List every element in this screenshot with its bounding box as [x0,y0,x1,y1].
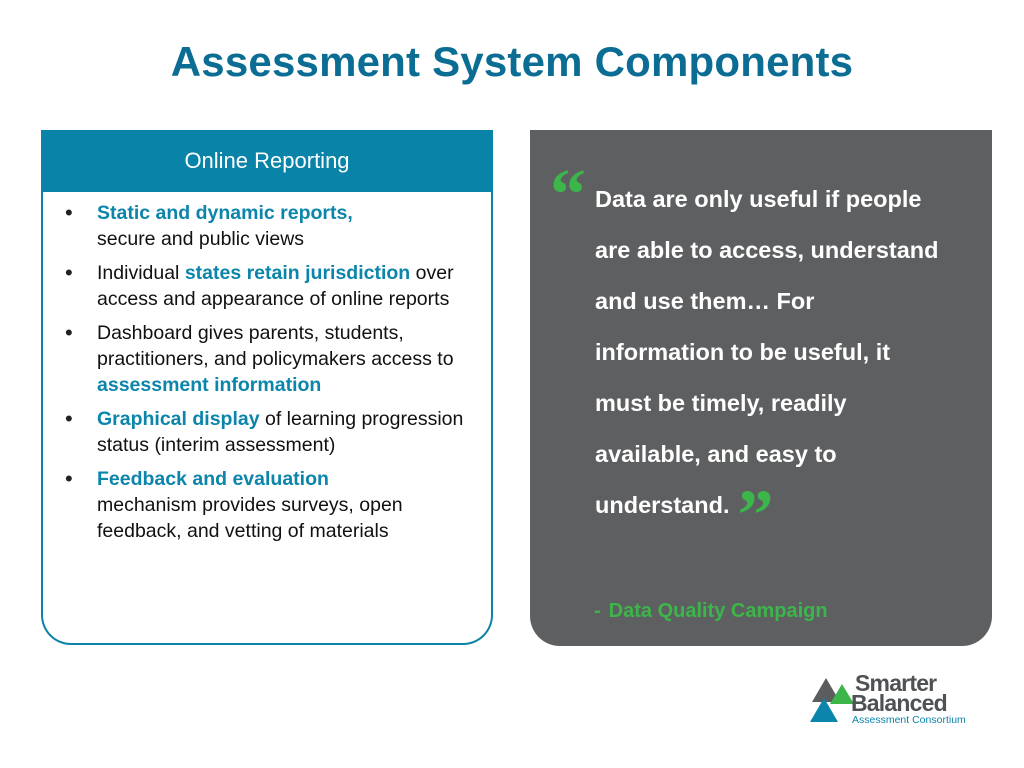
bullet-text: mechanism provides surveys, open feedback, and vetting of materials [97,494,403,542]
bullet-text: secure and public views [97,228,305,250]
attribution-dash: - [594,600,601,622]
bullet-highlight: Static and dynamic reports, [97,202,353,224]
logo-text-balanced: Balanced [851,690,947,716]
list-item [65,260,481,312]
logo-text-smarter: Smarter [855,670,937,696]
bullet-list [43,192,491,544]
bullet-text: over access and appearance of online reports [97,262,454,310]
bullet-text: of learning progression status (interim assessment) [97,408,464,456]
list-item [65,466,481,544]
smarter-balanced-logo [808,670,983,730]
bullet-highlight: Graphical display [97,408,260,430]
bullet-highlight: Feedback and evaluation [97,468,329,490]
quote-panel [530,130,992,646]
quote-attribution [594,600,828,623]
list-item [65,320,481,398]
quote-block: Data are only useful if people are able to access, understand and use them… For information to be useful, it must be timely, readily available, and easy to understand. ” [595,186,939,555]
bullet-icon: • [65,320,73,345]
bullet-icon: • [65,466,73,491]
quote-text: Data are only useful if people are able to access, understand and use them… For information to be useful, it must be timely, readily available, and easy to understand. [595,186,939,518]
attribution-source: Data Quality Campaign [608,600,828,622]
list-item [65,200,481,252]
bullet-highlight: assessment information [97,374,322,396]
bullet-highlight: states retain jurisdiction [184,262,411,284]
bullet-prefix: Individual [97,262,185,284]
bullet-prefix: Dashboard gives parents, students, practitioners, and policymakers access to [97,322,454,370]
bullet-icon: • [65,200,73,225]
bullet-icon: • [65,260,73,285]
bullet-icon: • [65,406,73,431]
list-item [65,406,481,458]
slide-title: Assessment System Components [170,38,854,85]
logo-text-consortium: Assessment Consortium [852,714,966,726]
online-reporting-panel [41,130,493,645]
open-quote-icon: “ [550,154,586,234]
panel-header: Online Reporting [43,130,491,192]
